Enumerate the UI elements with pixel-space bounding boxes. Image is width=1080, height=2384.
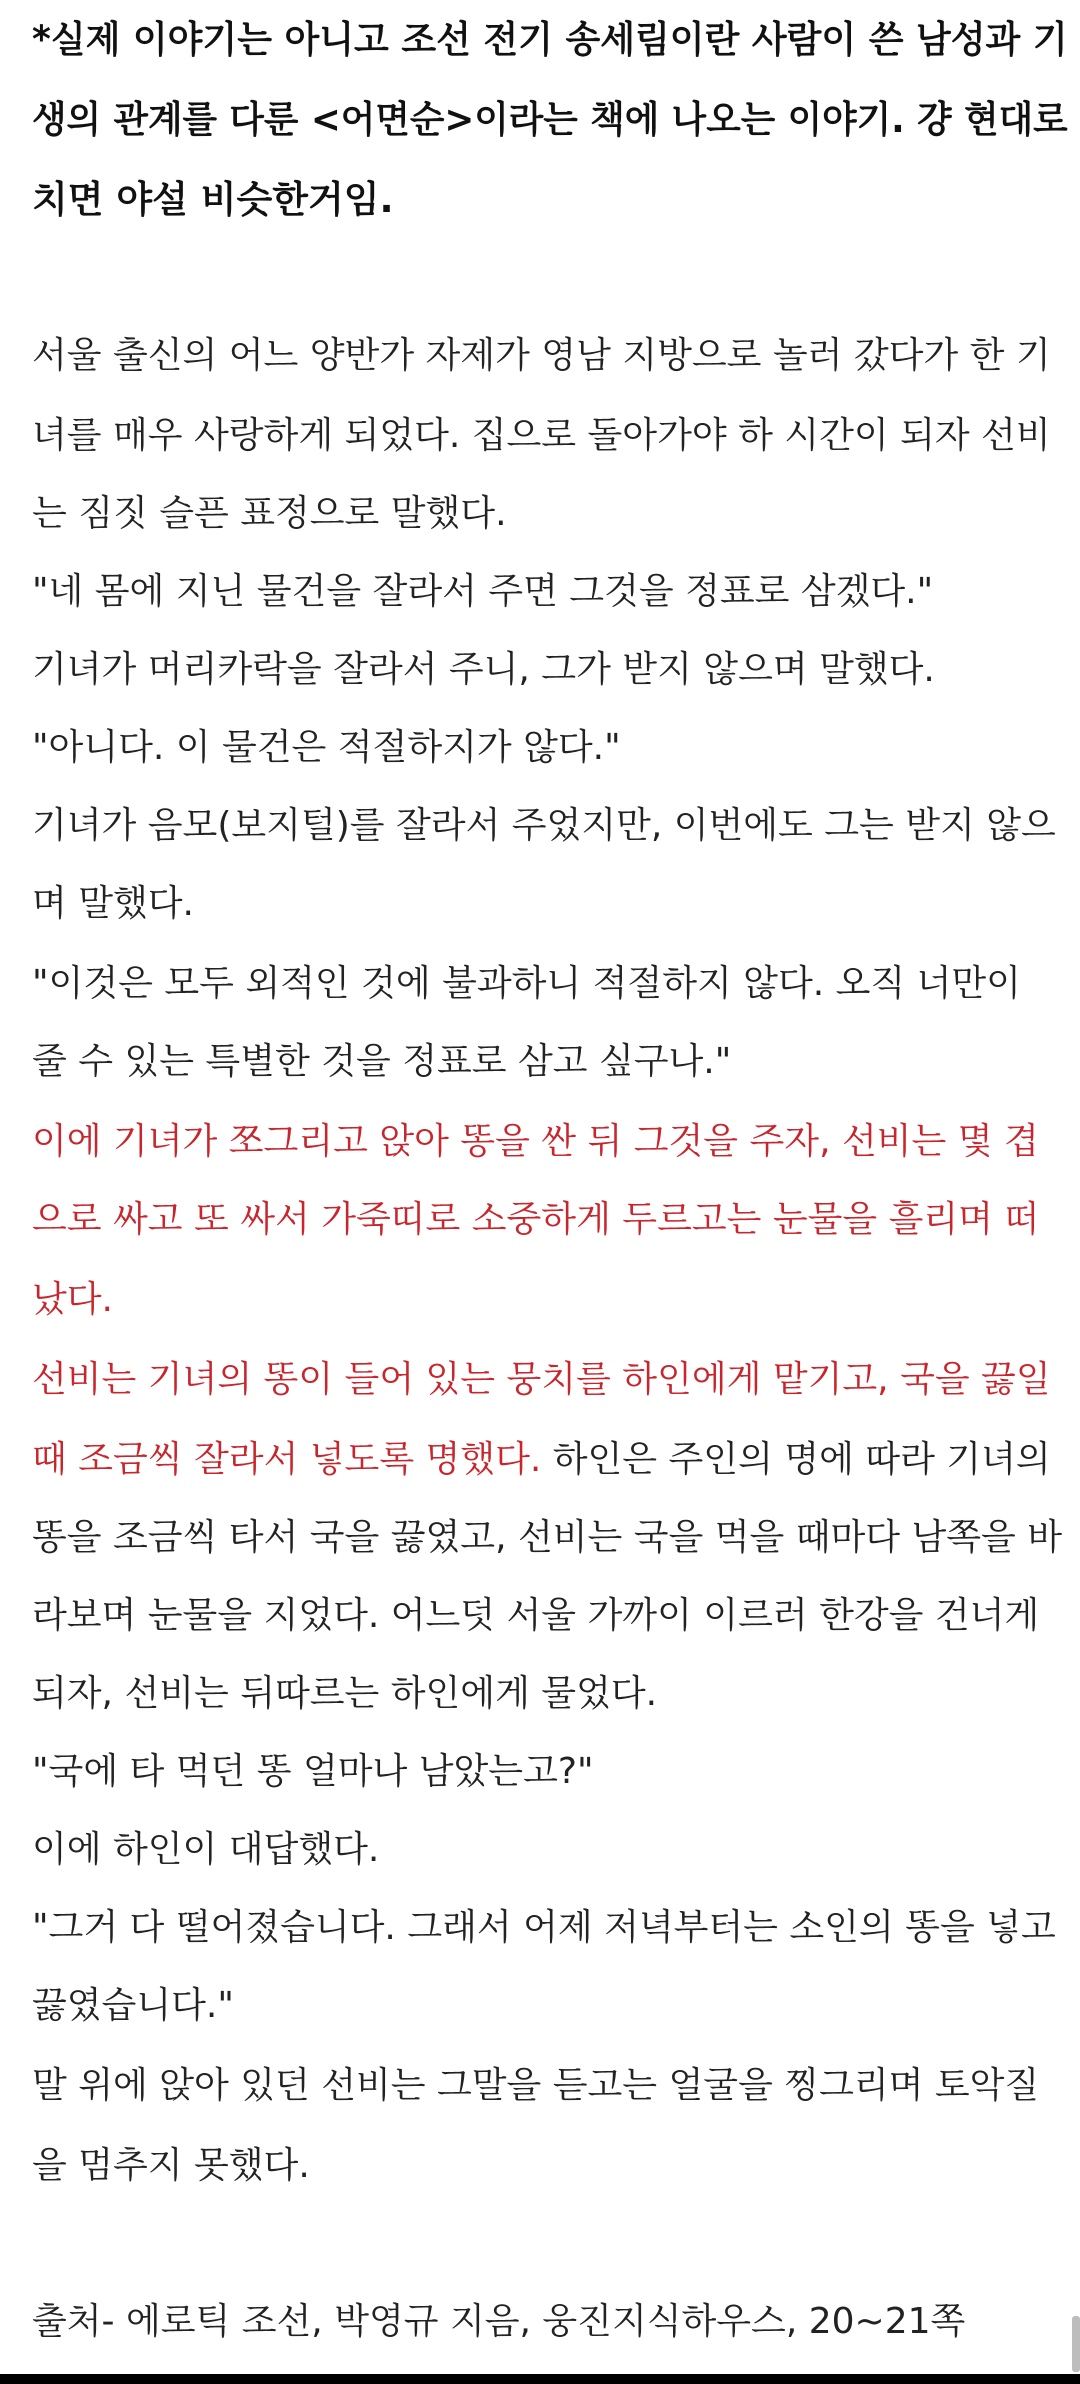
note-line: 생의 관계를 다룬 <어면순>이라는 책에 나오는 이야기. 걍 현대로	[32, 98, 1068, 141]
story-line: 끓였습니다."	[32, 1985, 234, 2026]
story-line: 녀를 매우 사랑하게 되었다. 집으로 돌아가야 하 시간이 되자 선비	[32, 415, 1051, 456]
highlighted-story-line: 으로 싸고 또 싸서 가죽띠로 소중하게 두르고는 눈물을 흘리며 떠	[32, 1199, 1040, 1240]
story-line: 되자, 선비는 뒤따르는 하인에게 물었다.	[32, 1673, 658, 1714]
highlighted-story-line: 선비는 기녀의 똥이 들어 있는 뭉치를 하인에게 맡기고, 국을 끓일	[32, 1359, 1051, 1400]
highlighted-story-line: 났다.	[32, 1279, 113, 1320]
note-line: 치면 야설 비슷한거임.	[32, 178, 394, 221]
story-line: 기녀가 머리카락을 잘라서 주니, 그가 받지 않으며 말했다.	[32, 649, 935, 690]
story-line: 을 멈추지 못했다.	[32, 2145, 310, 2186]
plain-segment: 하인은 주인의 명에 따라 기녀의	[541, 1439, 1051, 1480]
story-line: 이에 하인이 대답했다.	[32, 1829, 380, 1870]
highlighted-story-line: 이에 기녀가 쪼그리고 앉아 똥을 싼 뒤 그것을 주자, 선비는 몇 겹	[32, 1121, 1039, 1162]
story-line: "국에 타 먹던 똥 얼마나 남았는고?"	[32, 1751, 594, 1792]
story-line: "아니다. 이 물건은 적절하지가 않다."	[32, 727, 621, 768]
story-line: 말 위에 앉아 있던 선비는 그말을 듣고는 얼굴을 찡그리며 토악질	[32, 2065, 1040, 2106]
note-line: *실제 이야기는 아니고 조선 전기 송세림이란 사람이 쓴 남성과 기	[32, 18, 1068, 61]
bottom-edge-bar	[0, 2374, 1080, 2384]
highlighted-segment: 때 조금씩 잘라서 넣도록 명했다.	[32, 1439, 542, 1480]
story-line: 는 짐짓 슬픈 표정으로 말했다.	[32, 493, 507, 534]
story-line: 라보며 눈물을 지었다. 어느덧 서울 가까이 이르러 한강을 건너게	[32, 1595, 1040, 1636]
story-line: "그거 다 떨어졌습니다. 그래서 어제 저녁부터는 소인의 똥을 넣고	[32, 1907, 1056, 1948]
story-line: "네 몸에 지닌 물건을 잘라서 주면 그것을 정표로 삼겠다."	[32, 571, 934, 612]
mixed-story-line	[32, 1438, 1051, 1482]
story-line: 며 말했다.	[32, 883, 194, 924]
story-line: 서울 출신의 어느 양반가 자제가 영남 지방으로 놀러 갔다가 한 기	[32, 335, 1051, 376]
scrollbar-thumb[interactable]	[1072, 2316, 1080, 2372]
story-line: 기녀가 음모(보지털)를 잘라서 주었지만, 이번에도 그는 받지 않으	[32, 805, 1056, 846]
story-line: 똥을 조금씩 타서 국을 끓였고, 선비는 국을 먹을 때마다 남쪽을 바	[32, 1517, 1063, 1558]
story-line: "이것은 모두 외적인 것에 불과하니 적절하지 않다. 오직 너만이	[32, 963, 1021, 1004]
story-line: 줄 수 있는 특별한 것을 정표로 삼고 싶구나."	[32, 1041, 732, 1082]
source-citation: 출처- 에로틱 조선, 박영규 지음, 웅진지식하우스, 20~21쪽	[32, 2301, 966, 2342]
